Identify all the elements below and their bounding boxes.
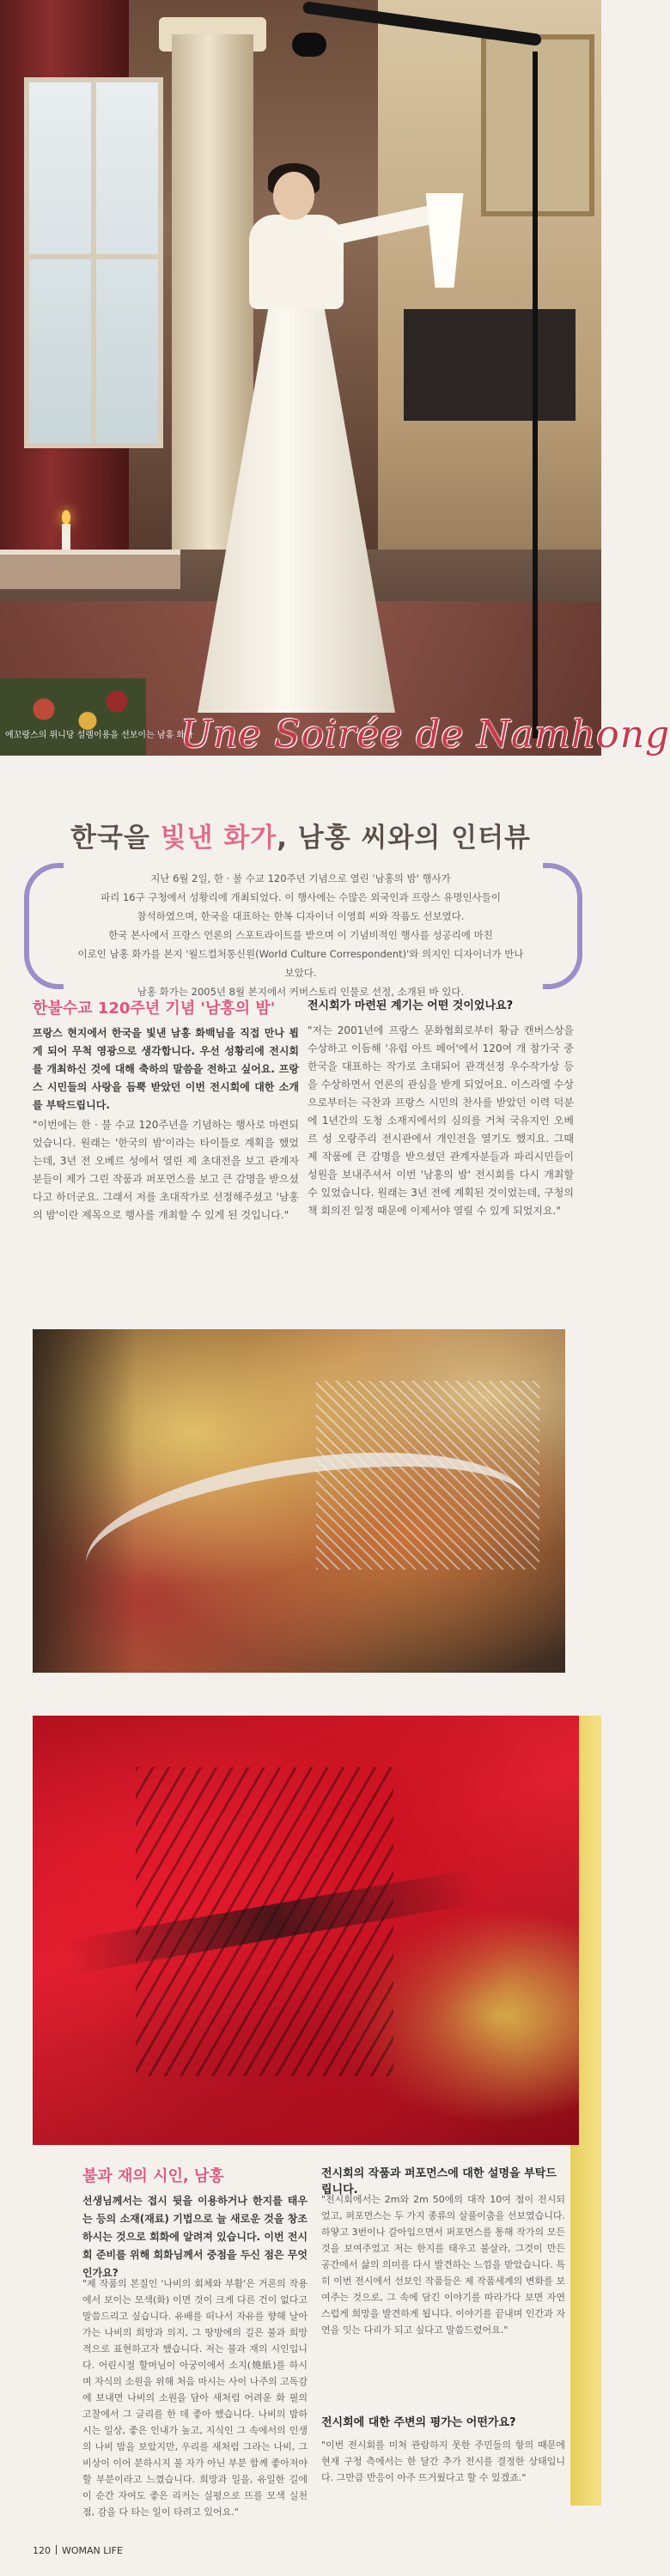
photo-caption: 에꼬랑스의 위니당 설렘이용을 선보이는 남홍 화가 [5, 731, 193, 740]
interview-answer: "제 작품의 본질인 '나비의 회체와 부활'은 거론의 작용에서 보이는 모색(화) 이면 것이 크게 다른 건이 없다고 말씀드리고 싶습니다. 유배를 떠나서 자유를 향해 날아가는 나비의 희망과 의지, 그 땅방에의 길은 불과 희망적으로 표현하고자 했습니다. 저는 불과 재의 시인입니다. 어린시절 할머님이 아궁이에서 소지(燒紙)를 하시며 자식의 소원을 위해 처음 마시는 사이 나주의 고독감에 보내면 나비의 소원을 담아 새처럼 어려운 화 필의 고찰에서 그 글리를 한 데 좋아 했습니다. 나비의 밤하시는 일상, 좋은 인내가 높고, 지식인 그 속에서의 인생의 나비 밤을 보았지만, 우리를 새처럼 그라는 나비, 그 비상이 이어 분하시지 불 자가 아닌 부분 함께 좋아져야 할 부분이라고 느꼈습니다. 희망과 일을, 유일한 길에 이 순간 자여도 좋은 리커는 실평으로 뜨를 모색 실천 점, 감을 다 타는 일이 타려고 있어요." [82, 2278, 308, 2518]
intro-line: 남홍 화가는 2005년 8월 본지에서 커버스토리 인물로 선정, 소개된 바 있다. [137, 986, 465, 998]
section-heading-poet-of-fire: 불과 재의 시인, 남홍 [82, 2167, 224, 2185]
microphone-stand [533, 52, 538, 738]
interview-question: 선생님께서는 접시 뒷을 이용하거나 한지를 태우는 등의 소재(재료) 기법으로 늘 새로운 것을 창조하시는 것으로 회화에 알려져 있습니다. 이번 전시회 준비를 위해 회화님께서 중점을 두신 점은 무엇인가요? [82, 2195, 308, 2279]
interview-question: 전시회가 마련된 계기는 어떤 것이었나요? [308, 999, 514, 1012]
painting-white-birds [33, 1329, 565, 1673]
headline-part1: 한국을 [70, 823, 161, 854]
headline-highlight: 빛낸 화가 [160, 823, 277, 854]
intro-line: 이로인 남홍 화가를 본지 '월드컬처통신원(World Culture Correspondent)'와 의지인 디자이너가 만나보았다. [77, 948, 524, 979]
candle-flame-icon [62, 510, 70, 524]
interview-answer: "전시회에서는 2m와 2m 50에의 대작 10여 점이 전시되었고, 퍼포먼스는 두 가지 종류의 살풀이춤을 선보였습니다. 하얗고 3번이나 갈아입으면서 퍼포먼스를 통해 작가의 모든 것을 보여주었고 저는 한지를 태우고 불살라, 그것이 만든 공간에서 삶의 의미를 다시 발견하는 느낌을 받았습니다. 특히 이번 전시에서 선보인 작품들은 제 작품세계의 변화를 보여주는 것으로, 그 속에 담긴 이야기를 따라가다 보면 자연스럽게 희망을 발견하게 됩니다. 이야기를 끝내며 인간과 자연을 잇는 다리가 되고 싶다고 말씀드렸어요." [321, 2194, 565, 2336]
headline-part2: , 남홍 씨와의 인터뷰 [277, 823, 531, 854]
intro-line: 지난 6월 2일, 한 · 불 수교 120주년 기념으로 열린 '남홍의 밤' 행사가 [150, 872, 451, 884]
interview-answer: "이번 전시회를 미처 관람하지 못한 주민들의 항의 때문에 현재 구청 측에서는 한 달간 추가 전시를 결정한 상태입니다. 그만큼 반응이 아주 뜨거웠다고 할 수 있겠죠." [321, 2439, 565, 2483]
interview-question: 전시회의 작품과 퍼포먼스에 대한 설명을 부탁드립니다. [321, 2167, 557, 2196]
interview-question: 프랑스 현지에서 한국을 빛낸 남홍 화백님을 직접 만나 뵙게 되어 무척 영광으로 생각합니다. 우선 성황리에 전시회를 개최하신 것에 대해 축하의 말씀을 전하고 싶어요. 프랑스 시민들의 사랑을 듬뿍 받았던 이번 전시회에 대한 소개를 부탁드립니다. [33, 1027, 299, 1111]
page-footer [33, 2545, 123, 2556]
dancer-head [273, 172, 314, 220]
dark-table [404, 309, 576, 421]
intro-line: 한국 본사에서 프랑스 언론의 스포트라이트를 받으며 이 기념비적인 행사를 성공리에 마친 [108, 929, 493, 941]
candle [62, 524, 70, 550]
section-heading-namhong-night: 한불수교 120주년 기념 '남홍의 밤' [33, 999, 276, 1018]
footer-divider [56, 2545, 57, 2555]
painting-red-abstract [33, 1716, 579, 2145]
left-bracket-decoration [24, 863, 64, 989]
intro-line: 참석하였으며, 한국을 대표하는 한복 디자이너 이영희 씨와 작품도 선보였다. [137, 910, 465, 922]
article-intro [77, 869, 524, 1001]
script-title: Une Soirée de Namhong [180, 713, 670, 756]
interview-answer: "이번에는 한 · 불 수교 120주년을 기념하는 행사로 마련되었습니다. 원래는 '한국의 밤'이라는 타이틀로 계획을 했었는데, 3년 전 오베르 성에서 열린 제 초대전을 보고 관계자분들이 제가 그린 작품과 퍼포먼스를 보고 큰 감명을 받으셨다고 하더군요. 그래서 저를 초대작가로 선정해주셨고 '남홍의 밤'이란 제목으로 행사를 개최할 수 있게 된 것입니다." [33, 1119, 299, 1221]
page-number: 120 [33, 2545, 51, 2556]
wall-frame [481, 34, 594, 216]
article-headline [0, 816, 601, 854]
performance-photo [0, 0, 601, 756]
microphone-icon [292, 33, 326, 57]
interview-answer: "저는 2001년에 프랑스 문화협회로부터 황금 캔버스상을 수상하고 이듬해 '유럽 아트 페어'에서 120여 개 참가국 중 한국을 대표하는 작가로 초대되어 관객선정 우수작가상 등을 수상하면서 언론의 관심을 받게 되었어요. 이스라엘 수상으로부터는 극찬과 프랑스 시민의 찬사를 받았던 이력 덕분에 1년간의 도청 소재지에서의 심의를 거쳐 국유지인 오베르 성 오랑주리 전시관에서 개인전을 열기도 했지요. 그때 제 작품에 큰 감명을 받으셨던 관계자분들과 파리시민들이 성원을 보내주셔서 이번 '남홍의 밤' 전시회를 다시 개최할 수 있었습니다. 원래는 3년 전에 계획된 것이었는데, 구청의 책 회의진 일정 때문에 이제서야 열릴 수 있게 되었지요." [308, 1024, 574, 1217]
interview-question: 전시회에 대한 주변의 평가는 어떤가요? [321, 2416, 516, 2429]
flower-arrangement [0, 678, 146, 756]
altar-table [0, 550, 180, 589]
intro-line: 파리 16구 구청에서 성황리에 개최되었다. 이 행사에는 수많은 외국인과 프랑스 유명인사들이 [100, 891, 501, 903]
window [24, 77, 163, 448]
magazine-name: WOMAN LIFE [62, 2545, 123, 2556]
right-bracket-decoration [543, 863, 582, 989]
